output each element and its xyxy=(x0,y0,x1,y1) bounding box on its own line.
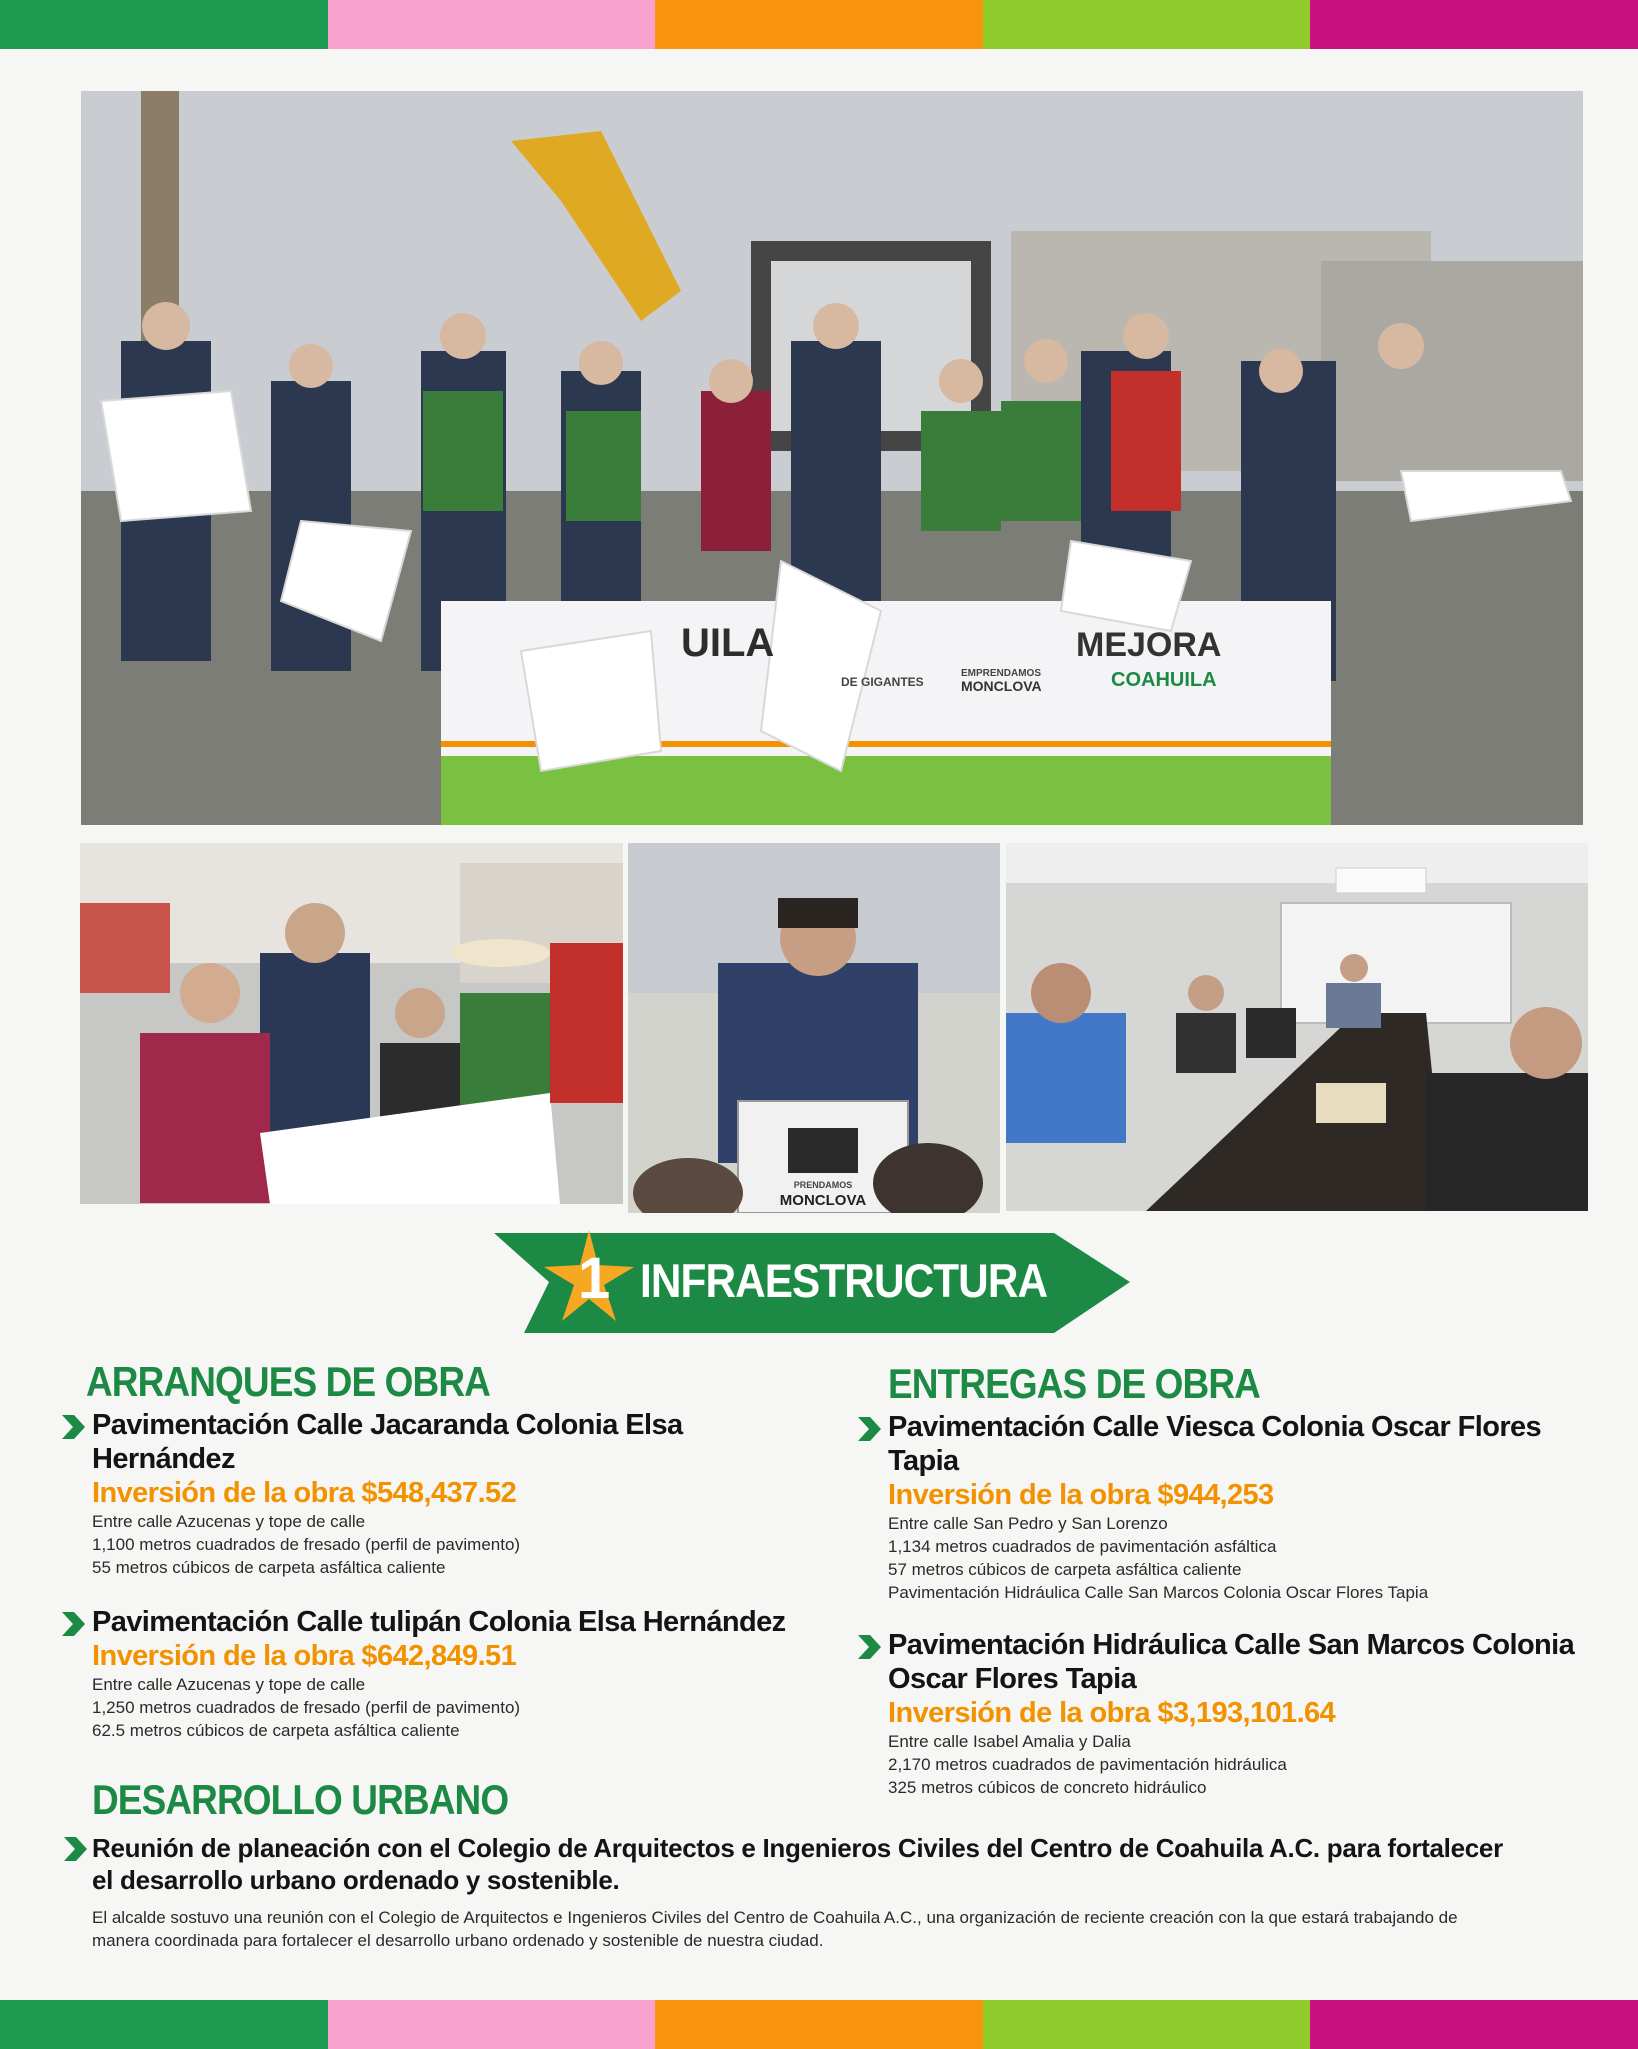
podium-text-monclova: MONCLOVA xyxy=(779,1192,867,1209)
chevron-right-icon xyxy=(856,1634,882,1660)
arranques-item-investment: Inversión de la obra $642,849.51 xyxy=(92,1640,517,1672)
signage-text-emprendamos: EMPRENDAMOS xyxy=(961,668,1042,679)
arranques-item-title: Pavimentación Calle tulipán Colonia Elsa Hernández xyxy=(92,1606,786,1638)
entregas-item-detail: Pavimentación Hidráulica Calle San Marcos Colonia Oscar Flores Tapia xyxy=(888,1583,1429,1602)
entregas-item-detail: 325 metros cúbicos de concreto hidráulico xyxy=(888,1778,1207,1797)
arranques-item xyxy=(54,1408,824,1579)
entregas-item-detail: 57 metros cúbicos de carpeta asfáltica caliente xyxy=(888,1560,1242,1579)
arranques-item-detail: Entre calle Azucenas y tope de calle xyxy=(92,1512,366,1531)
entregas-item-detail: Entre calle Isabel Amalia y Dalia xyxy=(888,1732,1131,1751)
bottom-color-stripe xyxy=(0,2000,1638,2049)
signage-text-coahuila: COAHUILA xyxy=(1111,669,1217,691)
entregas-column xyxy=(888,1360,1608,1799)
section-banner-infraestructura xyxy=(494,1225,1130,1340)
stripe-green xyxy=(0,0,328,49)
chevron-right-icon xyxy=(60,1414,86,1440)
entregas-item xyxy=(850,1628,1588,1799)
stripe-pink xyxy=(328,0,656,49)
entregas-item-investment: Inversión de la obra $944,253 xyxy=(888,1479,1274,1511)
stripe-magenta xyxy=(1310,2000,1638,2049)
entregas-heading: ENTREGAS DE OBRA xyxy=(888,1360,1260,1407)
stripe-orange xyxy=(655,2000,983,2049)
desarrollo-text: El alcalde sostuvo una reunión con el Colegio de Arquitectos e Ingenieros Civiles del Centro de Coahuila A.C., una organización de reciente creación con la que estará trabajando de manera coordinada para fortalecer el desarrollo urbano ordenado y sostenible de nuestra ciudad. xyxy=(92,1908,1458,1950)
signage-text-mejora: MEJORA xyxy=(1076,626,1222,664)
arranques-heading: ARRANQUES DE OBRA xyxy=(86,1358,490,1405)
stripe-green xyxy=(0,2000,328,2049)
desarrollo-title: Reunión de planeación con el Colegio de Arquitectos e Ingenieros Civiles del Centro de Coahuila A.C. para fortalecer el desarrollo urbano ordenado y sostenible. xyxy=(92,1833,1503,1895)
podium-text-prendamos: PRENDAMOS xyxy=(793,1180,853,1190)
desarrollo-item xyxy=(56,1832,1516,1952)
stripe-orange xyxy=(655,0,983,49)
stripe-lime xyxy=(983,0,1311,49)
photo-planning-meeting xyxy=(1006,843,1588,1211)
chevron-right-icon xyxy=(62,1836,88,1862)
entregas-item-detail: Entre calle San Pedro y San Lorenzo xyxy=(888,1514,1168,1533)
photo-flag-waving-group xyxy=(80,843,623,1204)
arranques-item-detail: Entre calle Azucenas y tope de calle xyxy=(92,1675,366,1694)
desarrollo-section xyxy=(92,1776,1552,1952)
chevron-right-icon xyxy=(60,1611,86,1637)
banner-title: INFRAESTRUCTURA xyxy=(640,1254,1048,1307)
stripe-pink xyxy=(328,2000,656,2049)
entregas-item-title: Pavimentación Hidráulica Calle San Marcos Colonia Oscar Flores Tapia xyxy=(888,1629,1575,1695)
arranques-item-detail: 1,250 metros cuadrados de fresado (perfil de pavimento) xyxy=(92,1698,521,1717)
main-photo-groundbreaking xyxy=(81,91,1583,825)
banner-number: 1 xyxy=(578,1246,611,1311)
stripe-magenta xyxy=(1310,0,1638,49)
arranques-column xyxy=(86,1358,856,1742)
entregas-item-investment: Inversión de la obra $3,193,101.64 xyxy=(888,1697,1336,1729)
arranques-item-detail: 1,100 metros cuadrados de fresado (perfil de pavimento) xyxy=(92,1535,521,1554)
entregas-item-detail: 1,134 metros cuadrados de pavimentación asfáltica xyxy=(888,1537,1277,1556)
arranques-item xyxy=(54,1605,824,1742)
arranques-item-title: Pavimentación Calle Jacaranda Colonia Elsa Hernández xyxy=(92,1409,683,1475)
signage-text-gigantes: DE GIGANTES xyxy=(841,675,924,689)
arranques-item-detail: 62.5 metros cúbicos de carpeta asfáltica caliente xyxy=(92,1721,460,1740)
signage-text-monclova: MONCLOVA xyxy=(961,678,1042,694)
chevron-right-icon xyxy=(856,1416,882,1442)
photo-speaker-podium xyxy=(628,843,1000,1213)
entregas-item-detail: 2,170 metros cuadrados de pavimentación hidráulica xyxy=(888,1755,1287,1774)
arranques-item-investment: Inversión de la obra $548,437.52 xyxy=(92,1477,517,1509)
arranques-item-detail: 55 metros cúbicos de carpeta asfáltica caliente xyxy=(92,1558,446,1577)
entregas-item-title: Pavimentación Calle Viesca Colonia Oscar Flores Tapia xyxy=(888,1411,1542,1477)
desarrollo-heading: DESARROLLO URBANO xyxy=(92,1776,509,1823)
entregas-item xyxy=(850,1410,1570,1604)
signage-text-uila: UILA xyxy=(681,621,775,665)
top-color-stripe xyxy=(0,0,1638,49)
stripe-lime xyxy=(983,2000,1311,2049)
